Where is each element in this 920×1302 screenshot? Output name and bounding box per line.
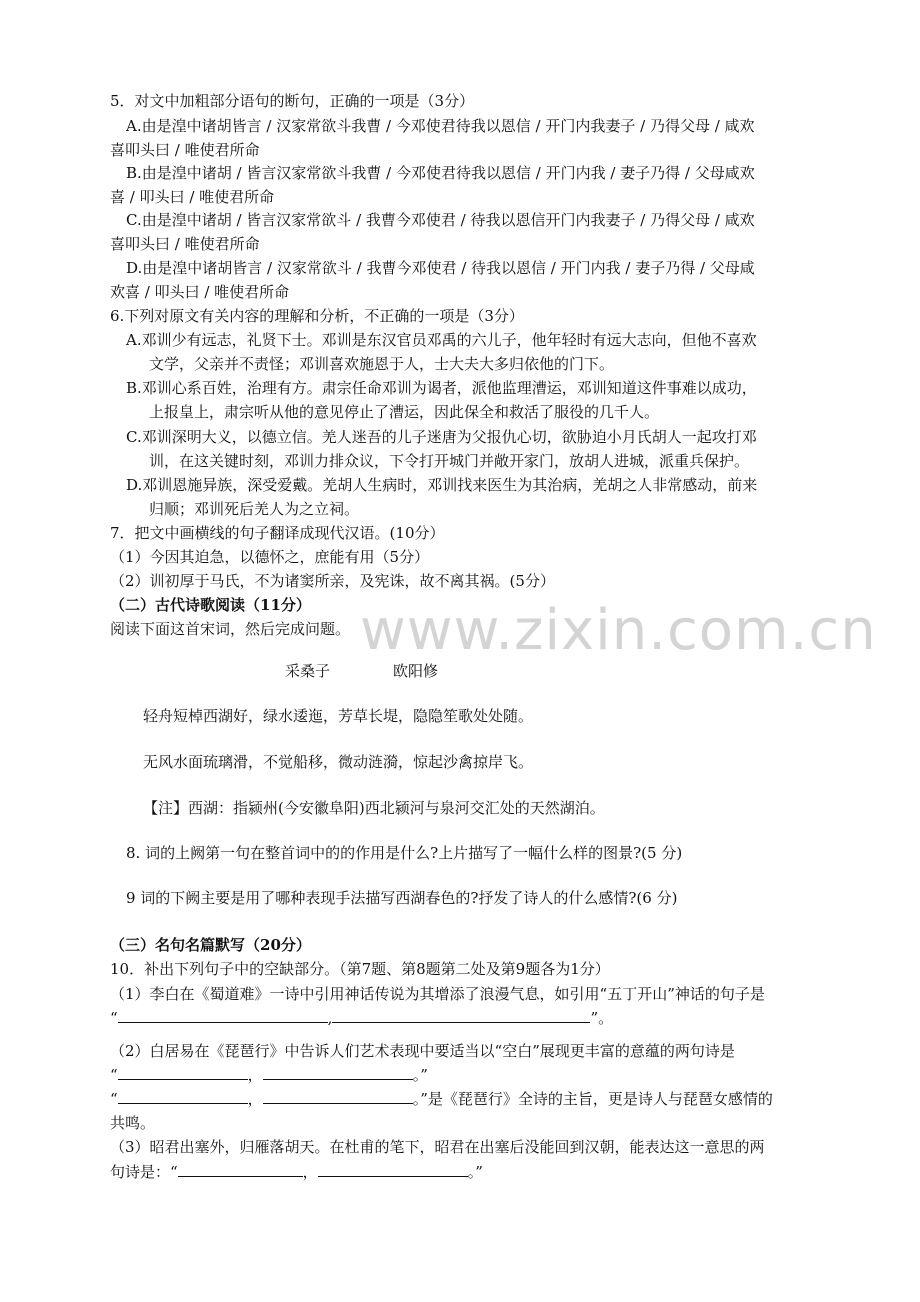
question-10: 10．补出下列句子中的空缺部分。（第7题、第8题第二处及第9题各为1分） xyxy=(110,960,610,978)
q6-option-d-cont: 归顺；邓训死后羌人为之立祠。 xyxy=(149,500,360,518)
poem-author: 欧阳修 xyxy=(393,662,439,680)
q7-sentence-2: （2）训初厚于马氏，不为诸窦所亲，及宪诛，故不离其祸。(5分） xyxy=(110,572,555,590)
recite-item-1-blanks xyxy=(110,1007,613,1029)
question-8: 8. 词的上阙第一句在整首词中的的作用是什么?上片描写了一幅什么样的图景?(5 分) xyxy=(126,844,683,862)
open-quote: “ xyxy=(110,1009,118,1027)
q5-stem: 5．对文中加粗部分语句的断句，正确的一项是（3分） xyxy=(110,92,475,110)
comma: ， xyxy=(247,1090,263,1108)
poem-line-1: 轻舟短棹西湖好，绿水逶迤，芳草长堤，隐隐笙歌处处随。 xyxy=(143,707,534,725)
section-heading-recite: （三）名句名篇默写（20分） xyxy=(110,936,311,954)
open-quote: “ xyxy=(110,1066,118,1084)
q5-option-c: C.由是湟中诸胡 / 皆言汉家常欲斗 / 我曹今邓使君 / 待我以恩信开门内我妻子 / 乃得父母 / 咸欢 xyxy=(126,211,755,229)
close-quote: ”。 xyxy=(590,1009,614,1027)
q6-option-c-cont: 训，在这关键时刻，邓训力排众议，下令打开城门并敞开家门，放胡人进城，派重兵保护。 xyxy=(149,452,750,470)
comma: ， xyxy=(302,1163,318,1181)
q5-option-a: A.由是湟中诸胡皆言 / 汉家常欲斗我曹 / 今邓使君待我以恩信 / 开门内我妻子 / 乃得父母 / 咸欢 xyxy=(126,117,755,135)
recite-item-2-end: 共鸣。 xyxy=(110,1114,156,1132)
poetry-intro: 阅读下面这首宋词，然后完成问题。 xyxy=(110,620,351,638)
question-9: 9 词的下阙主要是用了哪种表现手法描写西湖春色的?抒发了诗人的什么感情?(6 分) xyxy=(126,889,678,907)
q6-stem: 6.下列对原文有关内容的理解和分析，不正确的一项是（3分） xyxy=(110,307,524,325)
section-heading-poetry: （二）古代诗歌阅读（11分） xyxy=(110,596,311,614)
poem-title: 采桑子 xyxy=(285,662,331,680)
blank-2b[interactable] xyxy=(263,1064,413,1080)
q6-option-a: A.邓训少有远志，礼贤下士。邓训是东汉官员邓禹的六儿子，他年轻时有远大志向，但他不喜欢 xyxy=(126,331,757,349)
q5-option-a-cont: 喜叩头曰 / 唯使君所命 xyxy=(110,141,260,159)
q7-sentence-1: （1）今因其迫急，以德怀之，庶能有用（5分） xyxy=(110,548,430,566)
blank-3b[interactable] xyxy=(318,1161,468,1177)
q5-option-b-cont: 喜 / 叩头曰 / 唯使君所命 xyxy=(110,188,275,206)
q5-option-c-cont: 喜叩头曰 / 唯使君所命 xyxy=(110,235,260,253)
recite-item-3: （3）昭君出塞外，归雁落胡天。在杜甫的笔下，昭君在出塞后没能回到汉朝，能表达这一意思的两 xyxy=(110,1138,765,1156)
blank-3a[interactable] xyxy=(178,1161,303,1177)
poem-note: 【注】西湖：指颍州(今安徽阜阳)西北颍河与泉河交汇处的天然湖泊。 xyxy=(143,799,605,817)
q5-option-d: D.由是湟中诸胡皆言 / 汉家常欲斗 / 我曹今邓使君 / 待我以恩信 / 开门内我 / 妻子乃得 / 父母咸 xyxy=(126,259,755,277)
comma: , xyxy=(327,1009,333,1027)
close-quote: 。” xyxy=(412,1066,428,1084)
blank-2c[interactable] xyxy=(118,1088,248,1104)
recite-item-2-blanks-1 xyxy=(110,1064,428,1086)
q6-option-d: D.邓训恩施异族，深受爱戴。羌胡人生病时，邓训找来医生为其治病，羌胡之人非常感动，前来 xyxy=(126,476,758,494)
lead-text: 句诗是：“ xyxy=(110,1163,178,1181)
recite-item-1: （1）李白在《蜀道难》一诗中引用神话传说为其增添了浪漫气息，如引用“五丁开山”神话的句子是 xyxy=(110,985,765,1003)
blank-1b[interactable] xyxy=(332,1007,590,1023)
recite-item-2-tail: 。”是《琵琶行》全诗的主旨，更是诗人与琵琶女感情的 xyxy=(412,1090,773,1108)
q5-option-d-cont: 欢喜 / 叩头曰 / 唯使君所命 xyxy=(110,283,290,301)
recite-item-3-blanks xyxy=(110,1161,483,1183)
recite-item-2: （2）白居易在《琵琶行》中告诉人们艺术表现中要适当以“空白”展现更丰富的意蕴的两句诗是 xyxy=(110,1042,735,1060)
recite-item-2-blanks-2 xyxy=(110,1088,773,1110)
close-quote: 。” xyxy=(467,1163,483,1181)
open-quote: “ xyxy=(110,1090,118,1108)
q6-option-a-cont: 文学，父亲并不责怪；邓训喜欢施恩于人，士大夫大多归依他的门下。 xyxy=(149,355,615,373)
q6-option-b: B.邓训心系百姓，治理有方。肃宗任命邓训为谒者，派他监理漕运，邓训知道这件事难以成功， xyxy=(126,379,757,397)
q5-option-b: B.由是湟中诸胡 / 皆言汉家常欲斗我曹 / 今邓使君待我以恩信 / 开门内我 / 妻子乃得 / 父母咸欢 xyxy=(126,164,755,182)
q6-option-b-cont: 上报皇上，肃宗听从他的意见停止了漕运，因此保全和救活了服役的几千人。 xyxy=(149,403,660,421)
q6-option-c: C.邓训深明大义，以德立信。羌人迷吾的儿子迷唐为父报仇心切，欲胁迫小月氏胡人一起攻打邓 xyxy=(126,428,757,446)
blank-2d[interactable] xyxy=(263,1088,413,1104)
blank-1a[interactable] xyxy=(118,1007,328,1023)
watermark: www.zixin.com.cn xyxy=(360,598,877,663)
blank-2a[interactable] xyxy=(118,1064,248,1080)
comma: ， xyxy=(247,1066,263,1084)
poem-line-2: 无风水面琉璃滑，不觉船移，微动涟漪，惊起沙禽掠岸飞。 xyxy=(143,753,534,771)
q7-stem: 7．把文中画横线的句子翻译成现代汉语。(10分） xyxy=(110,524,445,542)
